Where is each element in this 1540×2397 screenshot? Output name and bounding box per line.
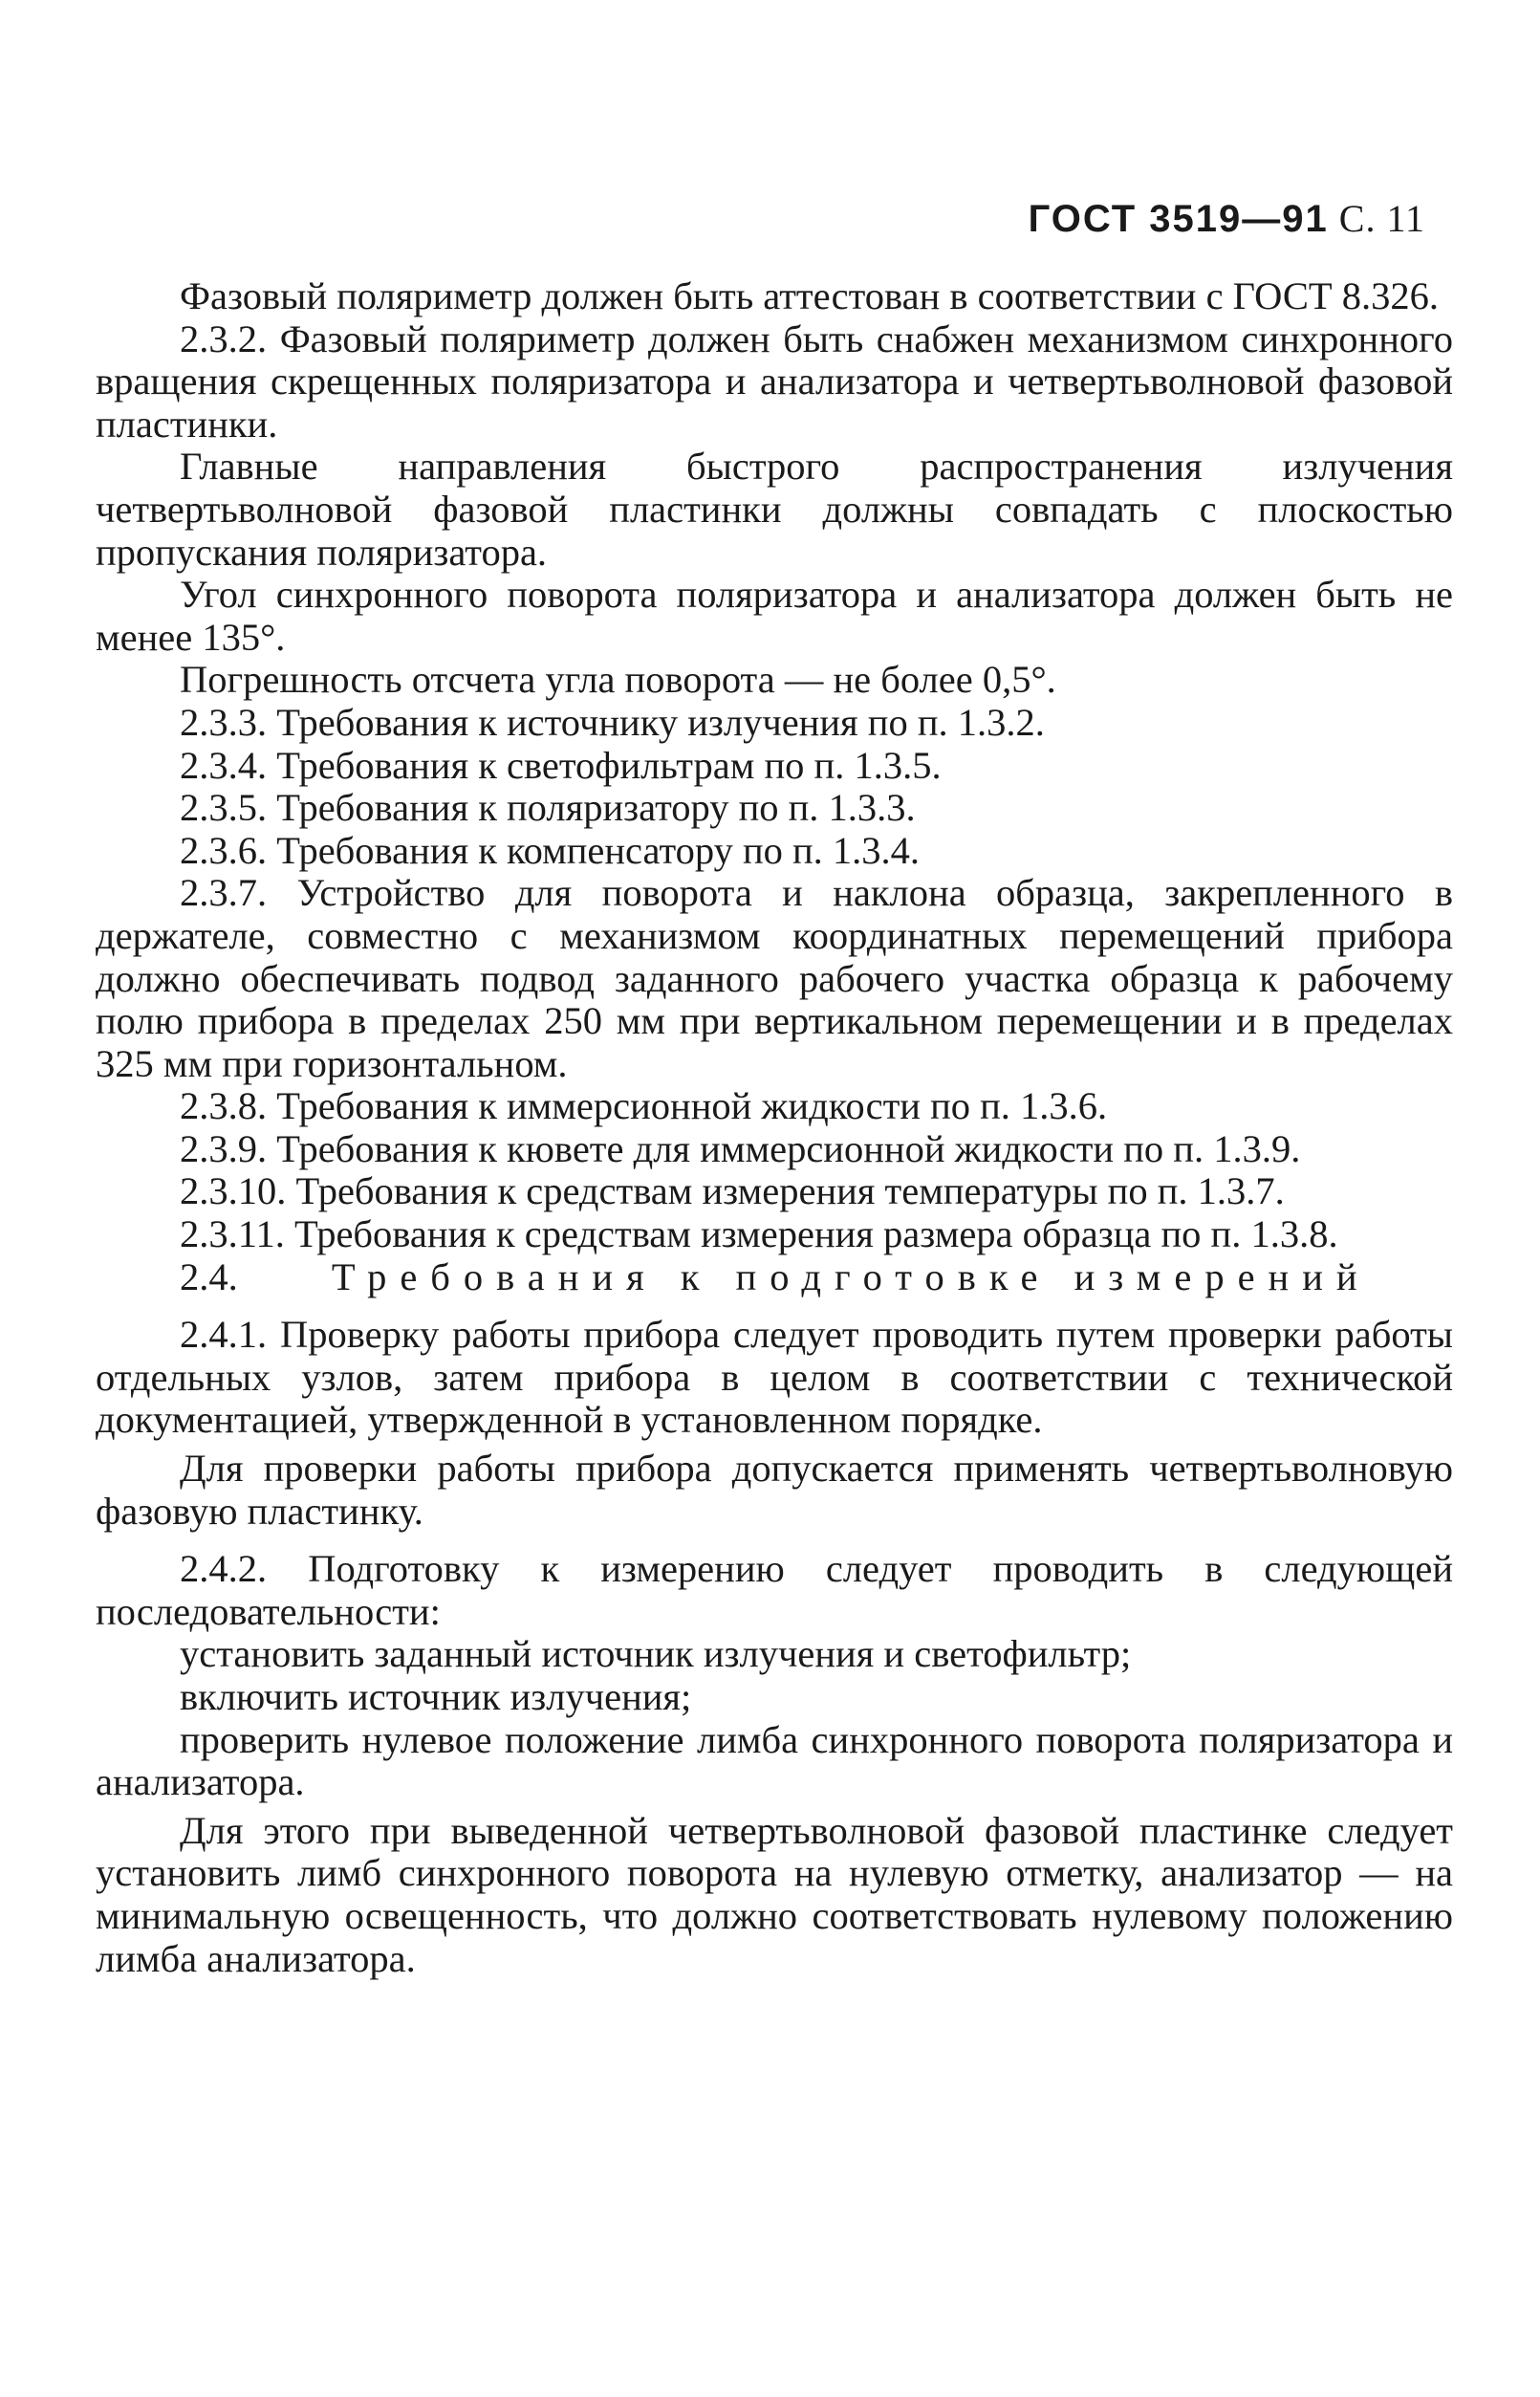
paragraph: 2.3.4. Требования к светофильтрам по п. 1.3.5. bbox=[180, 743, 942, 787]
paragraph: 2.3.8. Требования к иммерсионной жидкости по п. 1.3.6. bbox=[180, 1084, 1108, 1128]
paragraph: 2.3.6. Требования к компенсатору по п. 1.3.4. bbox=[180, 828, 921, 872]
paragraph: Главные направления быстрого распространения излучения четвертьволновой фазовой пластинки должны совпадать с плоскостью пропускания поляризатора. bbox=[96, 445, 1453, 574]
document-body bbox=[96, 275, 1453, 1980]
section-number: 2.4. bbox=[180, 1254, 238, 1298]
paragraph: 2.4.2. Подготовку к измерению следует проводить в следующей последовательности: bbox=[96, 1547, 1453, 1633]
section-heading bbox=[96, 1256, 1453, 1299]
paragraph: Для этого при выведенной четвертьволновой фазовой пластинке следует установить лимб синхронного поворота на нулевую отметку, анализатор — на минимальную освещенность, что должно соответствовать нулевому положению лимба анализатора. bbox=[96, 1808, 1453, 1980]
list-item: включить источник излучения; bbox=[180, 1675, 692, 1718]
list-item: проверить нулевое положение лимба синхронного поворота поляризатора и анализатора. bbox=[96, 1717, 1453, 1804]
paragraph: 2.3.2. Фазовый поляриметр должен быть снабжен механизмом синхронного вращения скрещенных поляризатора и анализатора и четвертьволновой фазовой пластинки. bbox=[96, 316, 1453, 446]
paragraph: 2.3.9. Требования к кювете для иммерсионной жидкости по п. 1.3.9. bbox=[180, 1126, 1301, 1170]
list-item: установить заданный источник излучения и светофильтр; bbox=[180, 1632, 1132, 1676]
paragraph: Для проверки работы прибора допускается применять четвертьволновую фазовую пластинку. bbox=[96, 1447, 1453, 1533]
paragraph: Фазовый поляриметр должен быть аттестован в соответствии с ГОСТ 8.326. bbox=[180, 274, 1439, 317]
paragraph: 2.4.1. Проверку работы прибора следует проводить путем проверки работы отдельных узлов, затем прибора в целом в соответствии с технической документацией, утвержденной в установленном порядке. bbox=[96, 1313, 1453, 1442]
paragraph: 2.3.7. Устройство для поворота и наклона образца, закрепленного в держателе, совместно с механизмом координатных перемещений прибора должно обеспечивать подвод заданного рабочего участка образца к рабочему полю прибора в пределах 250 мм при вертикальном перемещении и в пределах 325 мм при горизонтальном. bbox=[96, 871, 1453, 1085]
paragraph: 2.3.10. Требования к средствам измерения температуры по п. 1.3.7. bbox=[180, 1169, 1285, 1213]
paragraph: Погрешность отсчета угла поворота — не более 0,5°. bbox=[180, 658, 1056, 702]
standard-number: ГОСТ 3519—91 bbox=[1028, 198, 1329, 240]
page-number: С. 11 bbox=[1338, 197, 1425, 240]
section-title: Требования к подготовке измерений bbox=[331, 1254, 1371, 1298]
page-header bbox=[1029, 196, 1425, 241]
paragraph: Угол синхронного поворота поляризатора и анализатора должен быть не менее 135°. bbox=[96, 573, 1453, 659]
paragraph: 2.3.3. Требования к источнику излучения по п. 1.3.2. bbox=[180, 700, 1045, 744]
paragraph: 2.3.5. Требования к поляризатору по п. 1.3.3. bbox=[180, 786, 916, 830]
paragraph: 2.3.11. Требования к средствам измерения размера образца по п. 1.3.8. bbox=[180, 1212, 1338, 1256]
